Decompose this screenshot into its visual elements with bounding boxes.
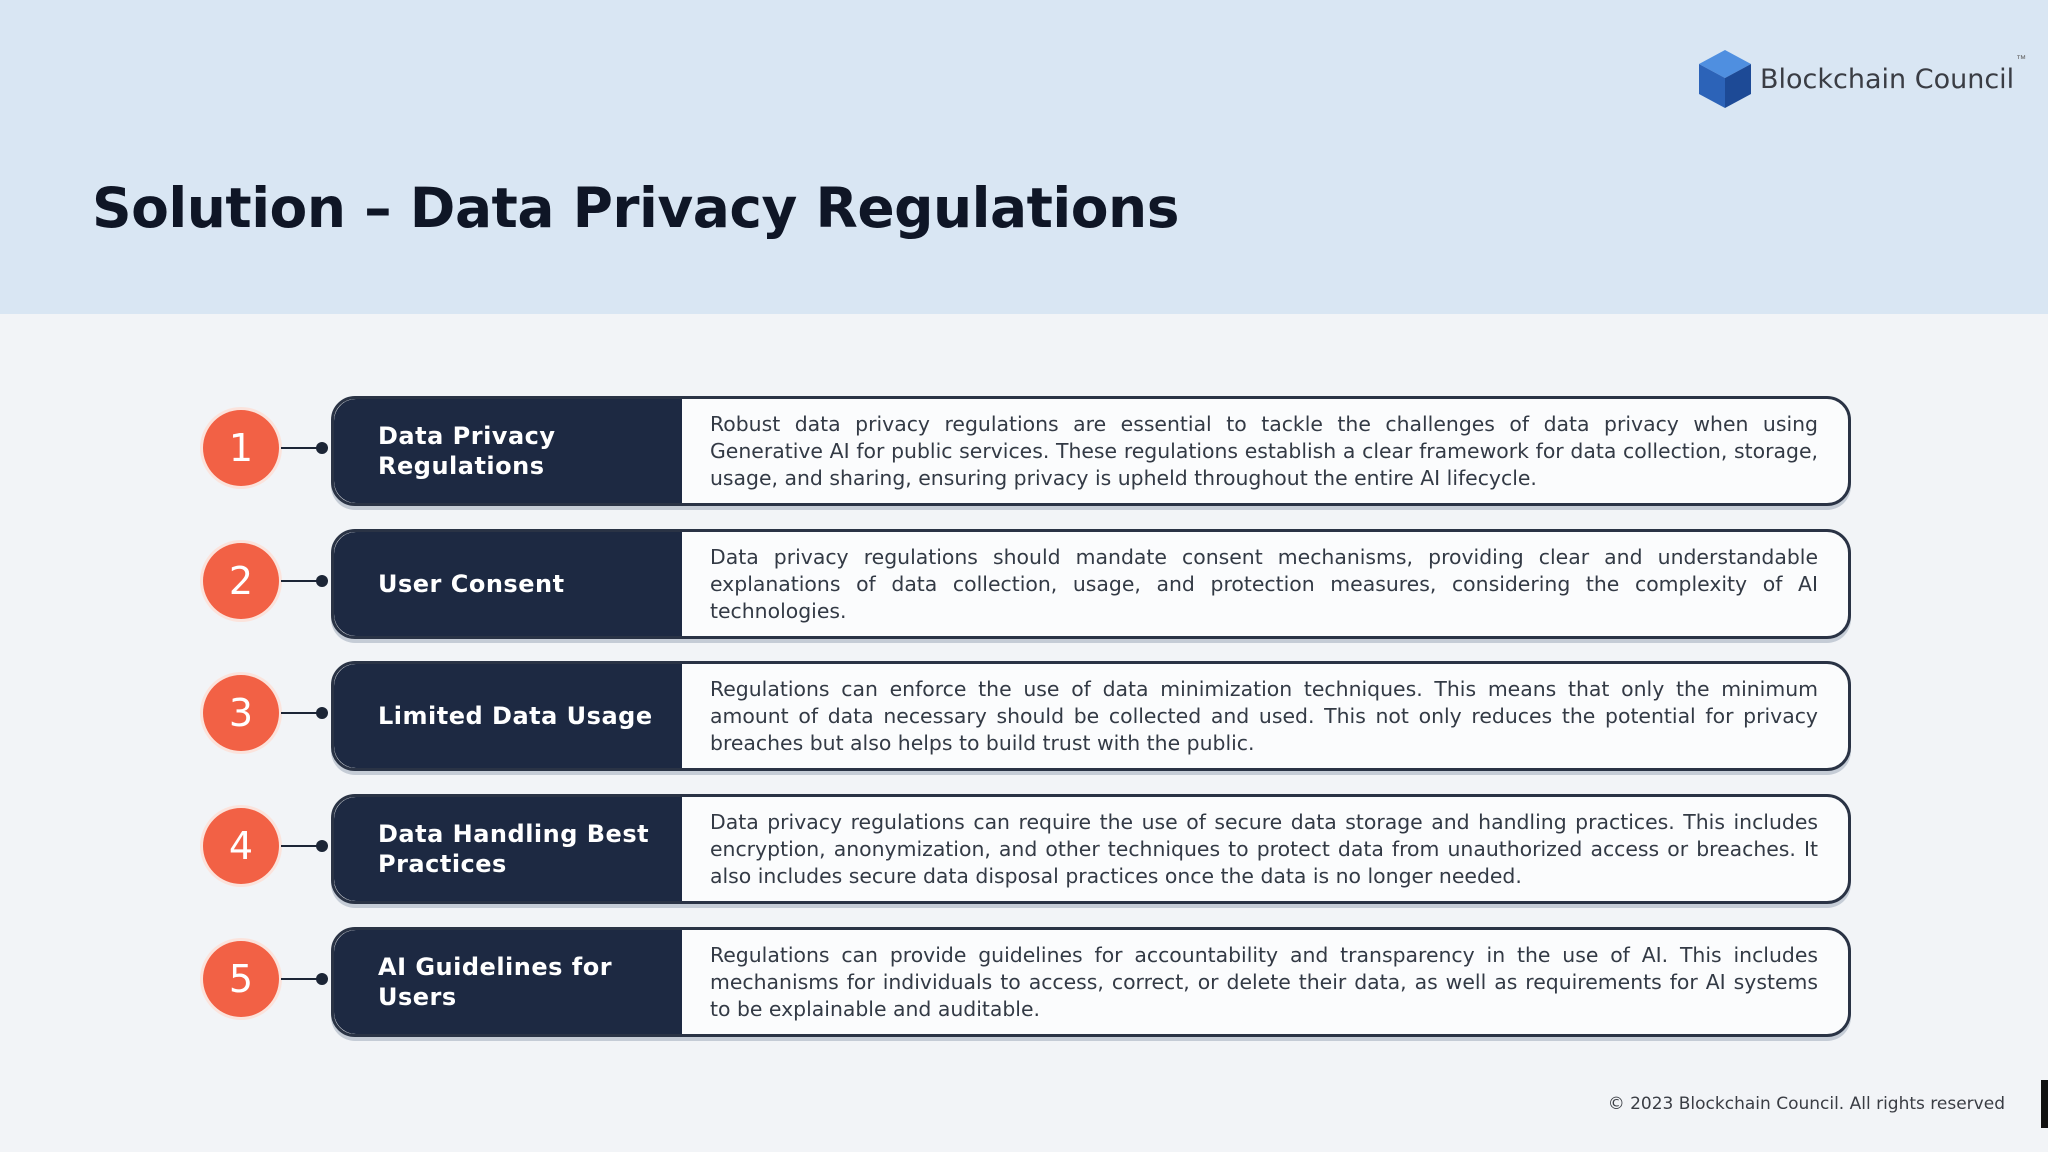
item-label: Data Handling Best Practices <box>378 820 650 878</box>
connector-dot <box>316 707 328 719</box>
copyright-footer: © 2023 Blockchain Council. All rights reserved <box>1607 1094 2005 1114</box>
item-label: AI Guidelines for Users <box>378 953 613 1011</box>
connector-dot <box>316 973 328 985</box>
item-label-panel <box>334 930 682 1034</box>
page-title: Solution – Data Privacy Regulations <box>92 176 1179 240</box>
list-item <box>0 396 2048 506</box>
item-description: Robust data privacy regulations are essential to tackle the challenges of data privacy when using Generative AI for public services. These regulations establish a clear framework for data collection, storage, usage, and sharing, ensuring privacy is upheld throughout the entire AI lifecycle. <box>710 412 1818 490</box>
step-number-badge: 3 <box>203 675 279 751</box>
item-label-panel <box>334 797 682 901</box>
list-item <box>0 661 2048 771</box>
edge-marker <box>2041 1080 2048 1128</box>
step-number-badge: 2 <box>203 543 279 619</box>
item-card <box>331 927 1851 1037</box>
item-label-panel <box>334 664 682 768</box>
item-description: Regulations can enforce the use of data minimization techniques. This means that only the minimum amount of data necessary should be collected and used. This not only reduces the potential for privacy breaches but also helps to build trust with the public. <box>710 677 1818 755</box>
step-number-badge: 4 <box>203 808 279 884</box>
cube-logo-icon <box>1696 48 1754 110</box>
step-number-badge: 1 <box>203 410 279 486</box>
connector-dot <box>316 442 328 454</box>
item-card <box>331 396 1851 506</box>
item-card <box>331 661 1851 771</box>
list-item <box>0 794 2048 904</box>
item-label-panel <box>334 399 682 503</box>
trademark-mark: ™ <box>2016 54 2027 65</box>
item-label: Data Privacy Regulations <box>378 422 556 480</box>
item-label-panel <box>334 532 682 636</box>
list-item <box>0 927 2048 1037</box>
item-card <box>331 529 1851 639</box>
brand-logo <box>1696 48 2027 110</box>
list-item <box>0 529 2048 639</box>
item-label: User Consent <box>378 570 565 598</box>
item-description: Data privacy regulations can require the use of secure data storage and handling practices. This includes encryption, anonymization, and other techniques to protect data from unauthorized access or breaches. It also includes secure data disposal practices once the data is no longer needed. <box>710 810 1818 888</box>
item-description: Data privacy regulations should mandate consent mechanisms, providing clear and understandable explanations of data collection, usage, and protection measures, considering the complexity of AI technologies. <box>710 545 1818 623</box>
item-description: Regulations can provide guidelines for accountability and transparency in the use of AI. This includes mechanisms for individuals to access, correct, or delete their data, as well as requirements for AI systems to be explainable and auditable. <box>710 943 1818 1021</box>
connector-dot <box>316 840 328 852</box>
item-label: Limited Data Usage <box>378 702 653 730</box>
step-number-badge: 5 <box>203 941 279 1017</box>
logo-text: Blockchain Council <box>1760 63 2015 95</box>
connector-dot <box>316 575 328 587</box>
item-card <box>331 794 1851 904</box>
